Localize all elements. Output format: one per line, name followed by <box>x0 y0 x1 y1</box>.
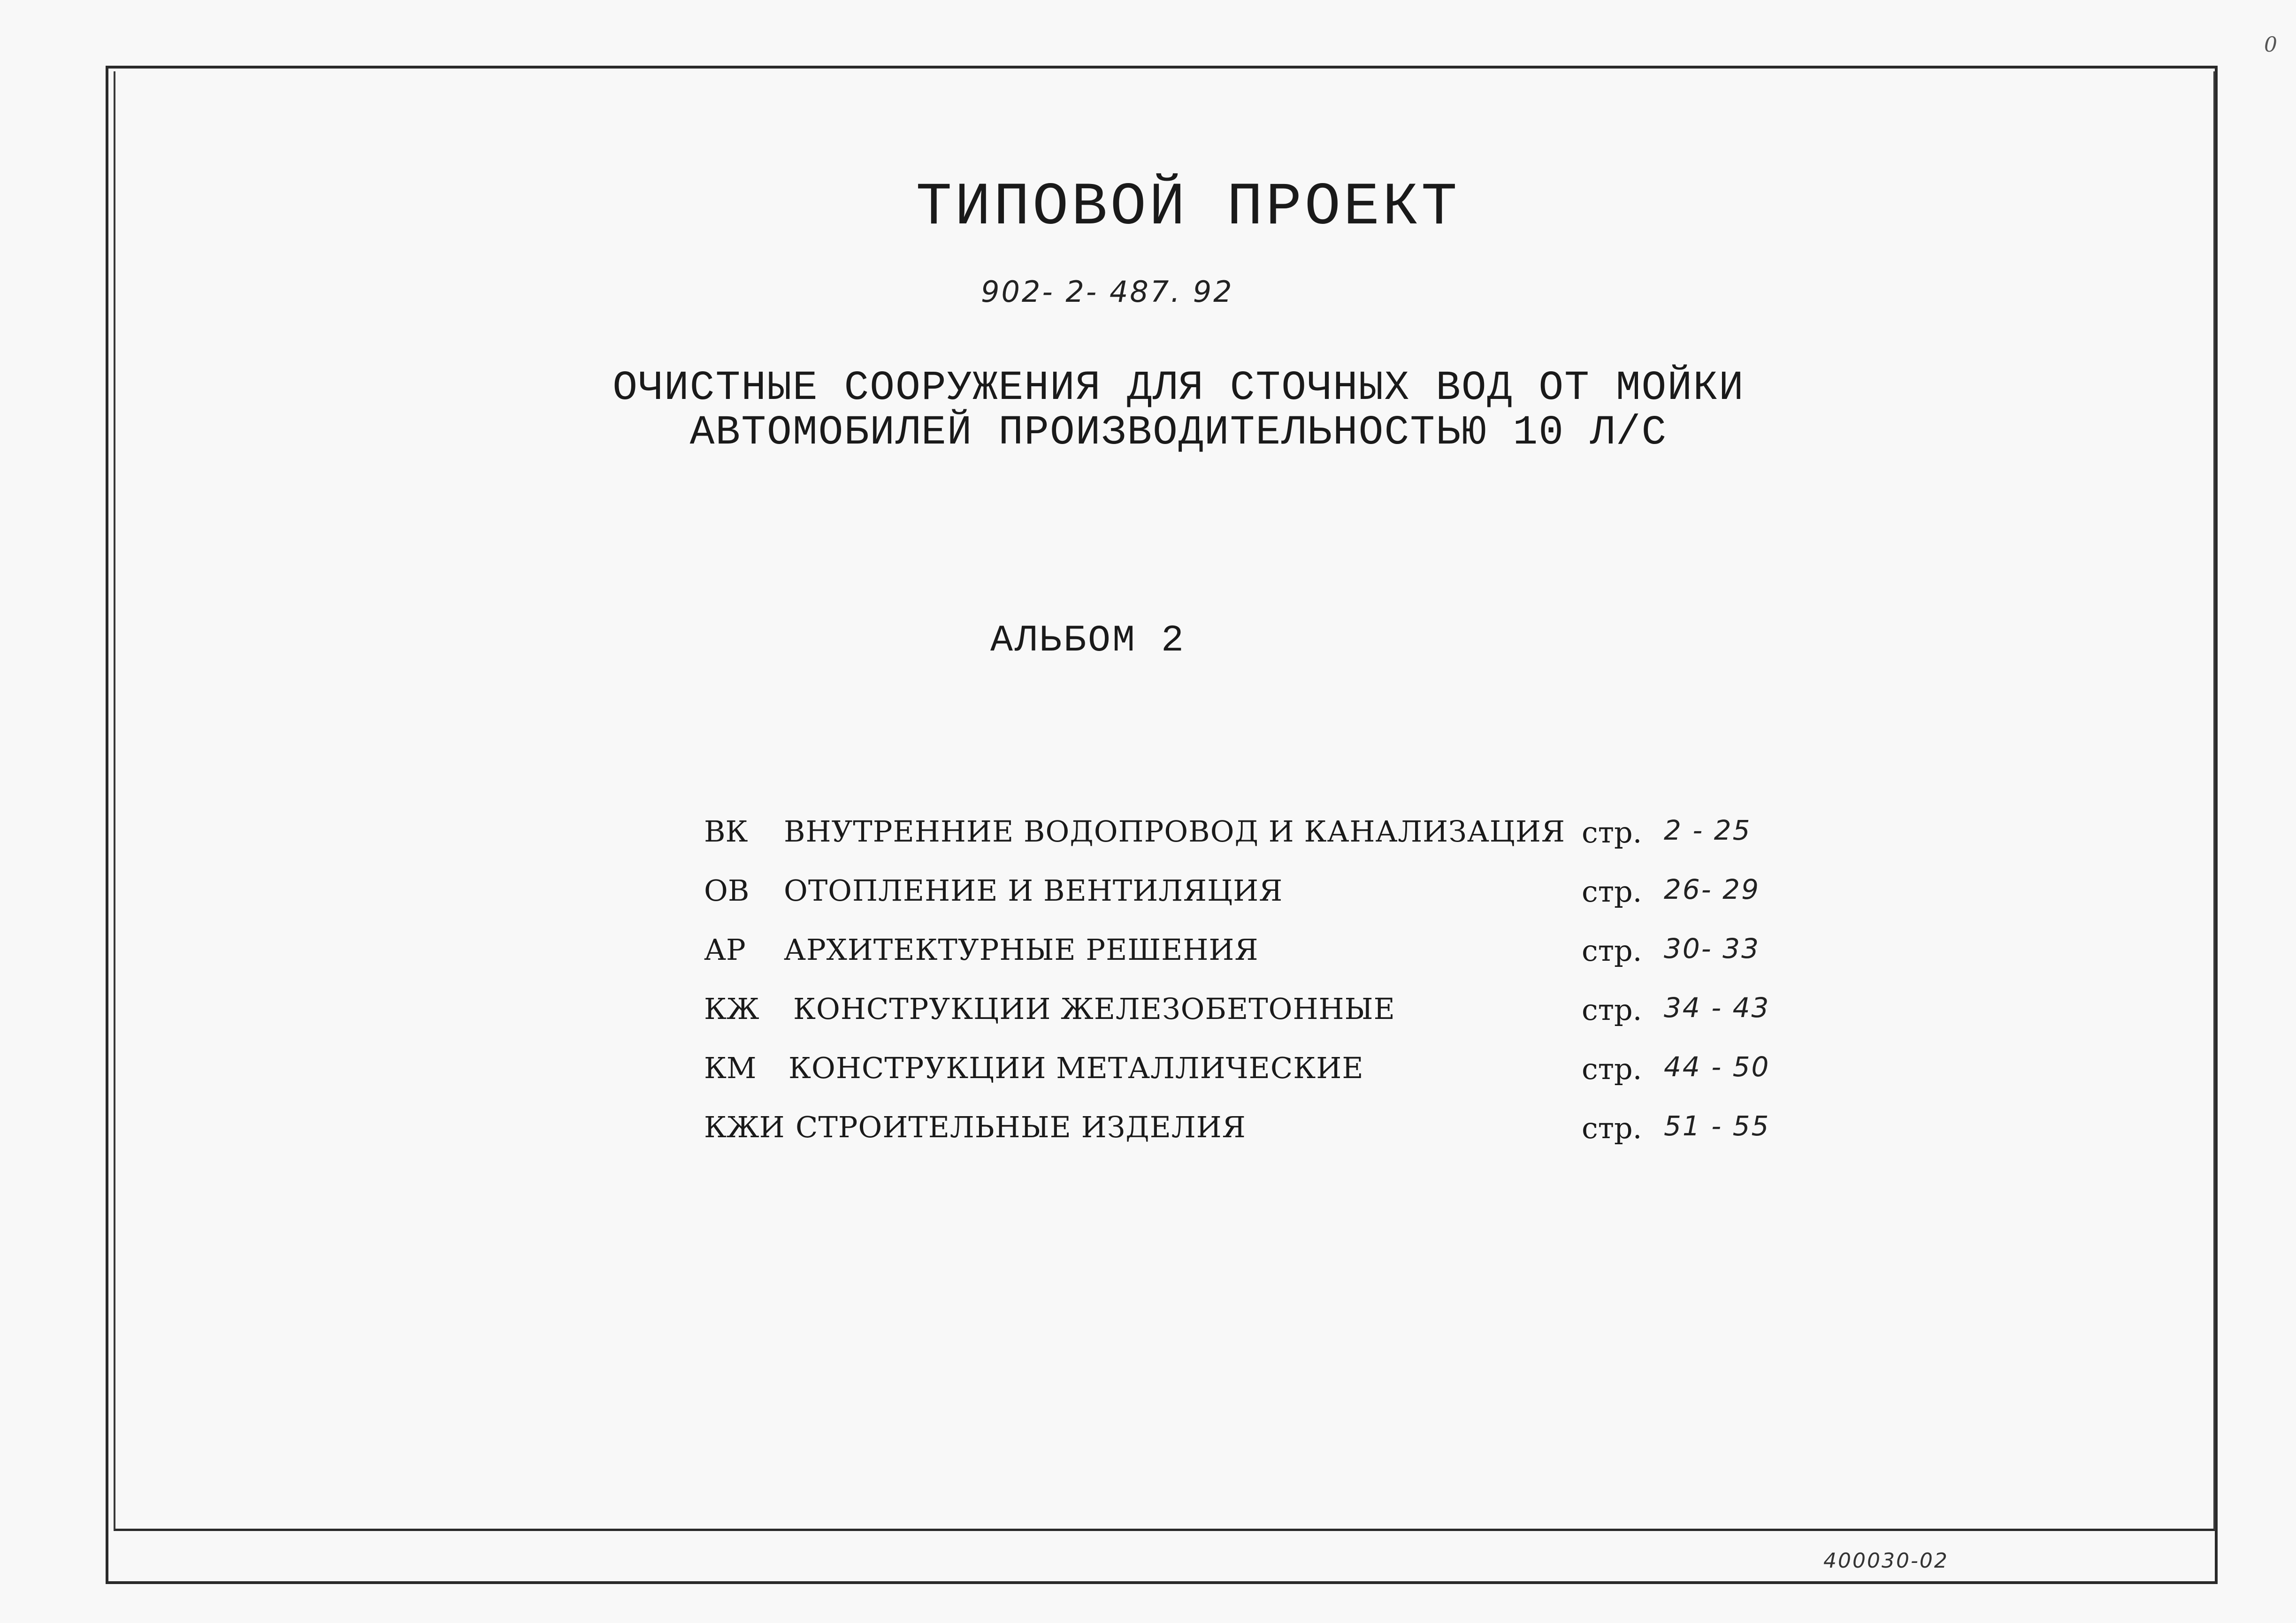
pages-label: стр. <box>1582 1052 1642 1086</box>
section-code: АР <box>704 933 746 967</box>
project-subtitle <box>0 366 2296 455</box>
section-name: КОНСТРУКЦИИ ЖЕЛЕЗОБЕТОННЫЕ <box>793 992 1395 1026</box>
section-code: ВК <box>704 814 748 849</box>
section-row-vk <box>704 814 1783 873</box>
section-name: СТРОИТЕЛЬНЫЕ ИЗДЕЛИЯ <box>796 1110 1246 1144</box>
section-name: ВНУТРЕННИЕ ВОДОПРОВОД И КАНАЛИЗАЦИЯ <box>784 814 1566 849</box>
subtitle-line-2: АВТОМОБИЛЕЙ ПРОИЗВОДИТЕЛЬНОСТЬЮ 10 Л/С <box>689 410 1668 456</box>
document-title: ТИПОВОЙ ПРОЕКТ <box>916 174 1460 242</box>
section-row-kzhi <box>704 1110 1783 1169</box>
section-row-km <box>704 1051 1783 1110</box>
section-row-ar <box>704 933 1783 992</box>
section-pages: 30- 33 <box>1664 933 1760 965</box>
section-name: КОНСТРУКЦИИ МЕТАЛЛИЧЕСКИЕ <box>788 1051 1364 1085</box>
section-pages: 34 - 43 <box>1664 992 1770 1024</box>
section-name: АРХИТЕКТУРНЫЕ РЕШЕНИЯ <box>784 933 1259 967</box>
corner-mark: 0 <box>2264 33 2277 57</box>
pages-label: стр. <box>1582 993 1642 1027</box>
subtitle-line-1: ОЧИСТНЫЕ СООРУЖЕНИЯ ДЛЯ СТОЧНЫХ ВОД ОТ МОЙКИ <box>612 365 1745 412</box>
pages-label: стр. <box>1582 1111 1642 1145</box>
section-pages: 51 - 55 <box>1664 1110 1770 1142</box>
archive-number: 400030-02 <box>1823 1549 1949 1573</box>
album-label: АЛЬБОМ 2 <box>990 620 1186 662</box>
section-name: ОТОПЛЕНИЕ И ВЕНТИЛЯЦИЯ <box>784 873 1283 908</box>
section-row-ov <box>704 873 1783 933</box>
sections-list <box>704 814 1783 1169</box>
section-row-kzh <box>704 992 1783 1051</box>
pages-label: стр. <box>1582 934 1642 968</box>
section-pages: 26- 29 <box>1664 873 1760 905</box>
project-number: 902- 2- 487. 92 <box>981 275 1234 309</box>
section-pages: 44 - 50 <box>1664 1051 1770 1083</box>
pages-label: стр. <box>1582 874 1642 909</box>
pages-label: стр. <box>1582 815 1642 850</box>
section-code: КМ <box>704 1051 757 1085</box>
section-code: КЖИ <box>704 1110 785 1144</box>
section-code: ОВ <box>704 873 750 908</box>
section-code: КЖ <box>704 992 759 1026</box>
section-pages: 2 - 25 <box>1664 814 1752 846</box>
